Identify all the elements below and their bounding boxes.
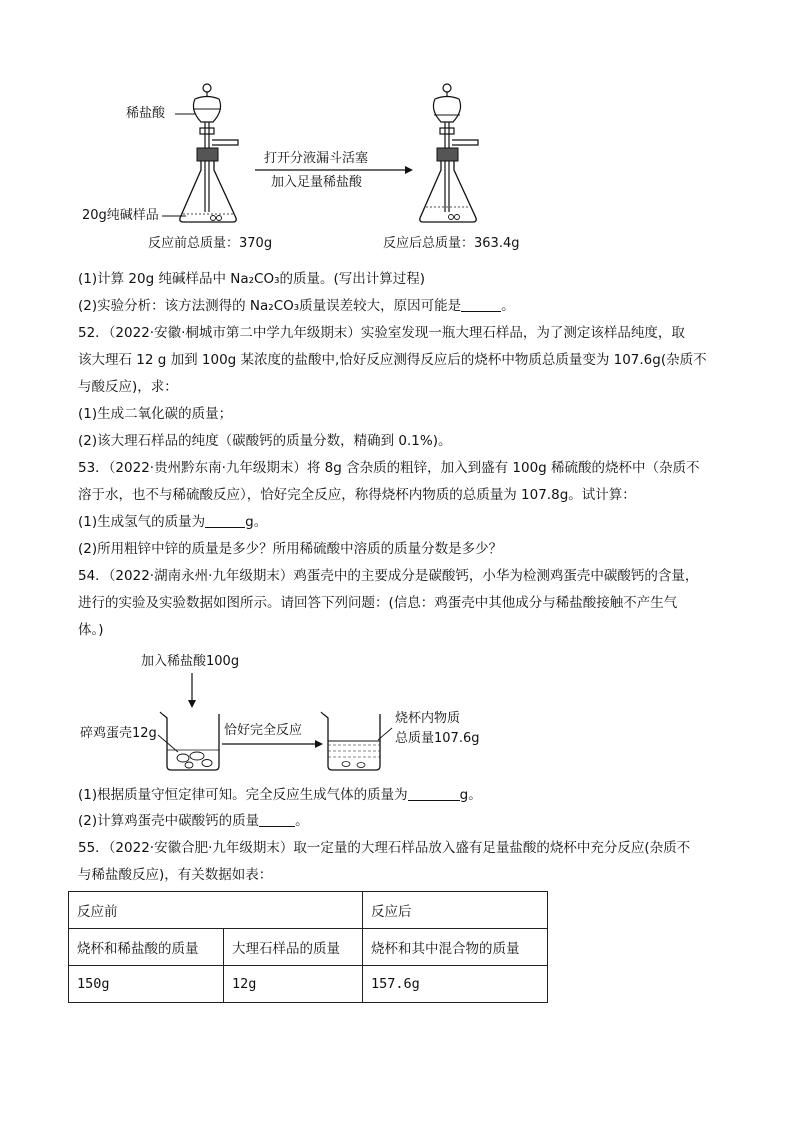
q52-part2: (2)该大理石样品的纯度（碳酸钙的质量分数，精确到 0.1%)。 bbox=[78, 433, 452, 449]
answer-blank[interactable] bbox=[259, 812, 295, 827]
label-beaker-contents: 烧杯内物质 bbox=[395, 711, 461, 726]
caption-mass-before: 反应前总质量：370g bbox=[148, 236, 273, 251]
q54-line1: 54．（2022·湖南永州·九年级期末）鸡蛋壳中的主要成分是碳酸钙，小华为检测鸡蛋壳中碳酸钙的含量， bbox=[78, 568, 699, 584]
label-egg-shell: 碎鸡蛋壳12g bbox=[80, 726, 157, 741]
table-cell: 157.6g bbox=[363, 966, 548, 1003]
q54-part1 bbox=[78, 785, 482, 805]
arrow-label-top: 打开分液漏斗活塞 bbox=[264, 151, 369, 166]
q53-part1-text: (1)生成氢气的质量为 bbox=[78, 514, 206, 530]
q54-part2-text: (2)计算鸡蛋壳中碳酸钙的质量 bbox=[78, 813, 260, 829]
q52-line1: 52．（2022·安徽·桐城市第二中学九年级期末）实验室发现一瓶大理石样品，为了测定该样品纯度，取 bbox=[78, 325, 685, 341]
q54-line2: 进行的实验及实验数据如图所示。请回答下列问题：(信息：鸡蛋壳中其他成分与稀盐酸接触不产生气 bbox=[78, 595, 678, 611]
q51-part1: (1)计算 20g 纯碱样品中 Na₂CO₃的质量。(写出计算过程) bbox=[78, 271, 426, 287]
q52-line3: 与酸反应)，求： bbox=[78, 379, 178, 395]
table-cell: 150g bbox=[69, 966, 224, 1003]
q51-part2-end: 。 bbox=[501, 298, 515, 314]
q54-part1-text: (1)根据质量守恒定律可知。完全反应生成气体的质量为 bbox=[78, 787, 408, 803]
q55-line2: 与稀盐酸反应)，有关数据如表： bbox=[78, 867, 273, 883]
q53-line1: 53．（2022·贵州黔东南·九年级期末）将 8g 含杂质的粗锌，加入到盛有 100g 稀硫酸的烧杯中（杂质不 bbox=[78, 460, 700, 476]
q52-line2: 该大理石 12 g 加到 100g 某浓度的盐酸中,恰好反应测得反应后的烧杯中物质总质量变为 107.6g(杂质不 bbox=[78, 352, 707, 368]
label-add-acid: 加入稀盐酸100g bbox=[141, 654, 240, 669]
data-table bbox=[68, 891, 548, 1003]
table-row bbox=[69, 892, 548, 929]
q54-part2-end: 。 bbox=[295, 813, 309, 829]
answer-blank[interactable] bbox=[408, 786, 460, 801]
table-header-after: 反应后 bbox=[363, 892, 548, 929]
table-cell: 12g bbox=[224, 966, 363, 1003]
q54-line3: 体。) bbox=[78, 622, 104, 638]
q51-part2-text: (2)实验分析：该方法测得的 Na₂CO₃质量误差较大，原因可能是 bbox=[78, 298, 462, 314]
table-col-mixture: 烧杯和其中混合物的质量 bbox=[363, 929, 548, 966]
table-header-before: 反应前 bbox=[69, 892, 363, 929]
q53-part1-end: g。 bbox=[245, 514, 268, 530]
q54-part1-end: g。 bbox=[459, 787, 482, 803]
q52-part1: (1)生成二氧化碳的质量； bbox=[78, 406, 233, 422]
table-col-beaker-acid: 烧杯和稀盐酸的质量 bbox=[69, 929, 224, 966]
label-soda-sample: 20g纯碱样品 bbox=[82, 208, 159, 223]
label-total-mass: 总质量107.6g bbox=[395, 731, 480, 746]
table-row bbox=[69, 929, 548, 966]
table-col-sample: 大理石样品的质量 bbox=[224, 929, 363, 966]
q53-part2: (2)所用粗锌中锌的质量是多少？所用稀硫酸中溶质的质量分数是多少？ bbox=[78, 541, 503, 557]
arrow-label-reaction: 恰好完全反应 bbox=[224, 723, 303, 738]
label-dilute-hcl: 稀盐酸 bbox=[126, 106, 166, 121]
caption-mass-after: 反应后总质量：363.4g bbox=[383, 236, 520, 251]
q55-line1: 55．（2022·安徽合肥·九年级期末）取一定量的大理石样品放入盛有足量盐酸的烧杯中充分反应(杂质不 bbox=[78, 840, 691, 856]
arrow-label-bottom: 加入足量稀盐酸 bbox=[271, 175, 363, 190]
table-row bbox=[69, 966, 548, 1003]
q54-part2 bbox=[78, 811, 309, 831]
q53-line2: 溶于水，也不与稀硫酸反应），恰好完全反应，称得烧杯内物质的总质量为 107.8g。试计算： bbox=[78, 487, 636, 503]
